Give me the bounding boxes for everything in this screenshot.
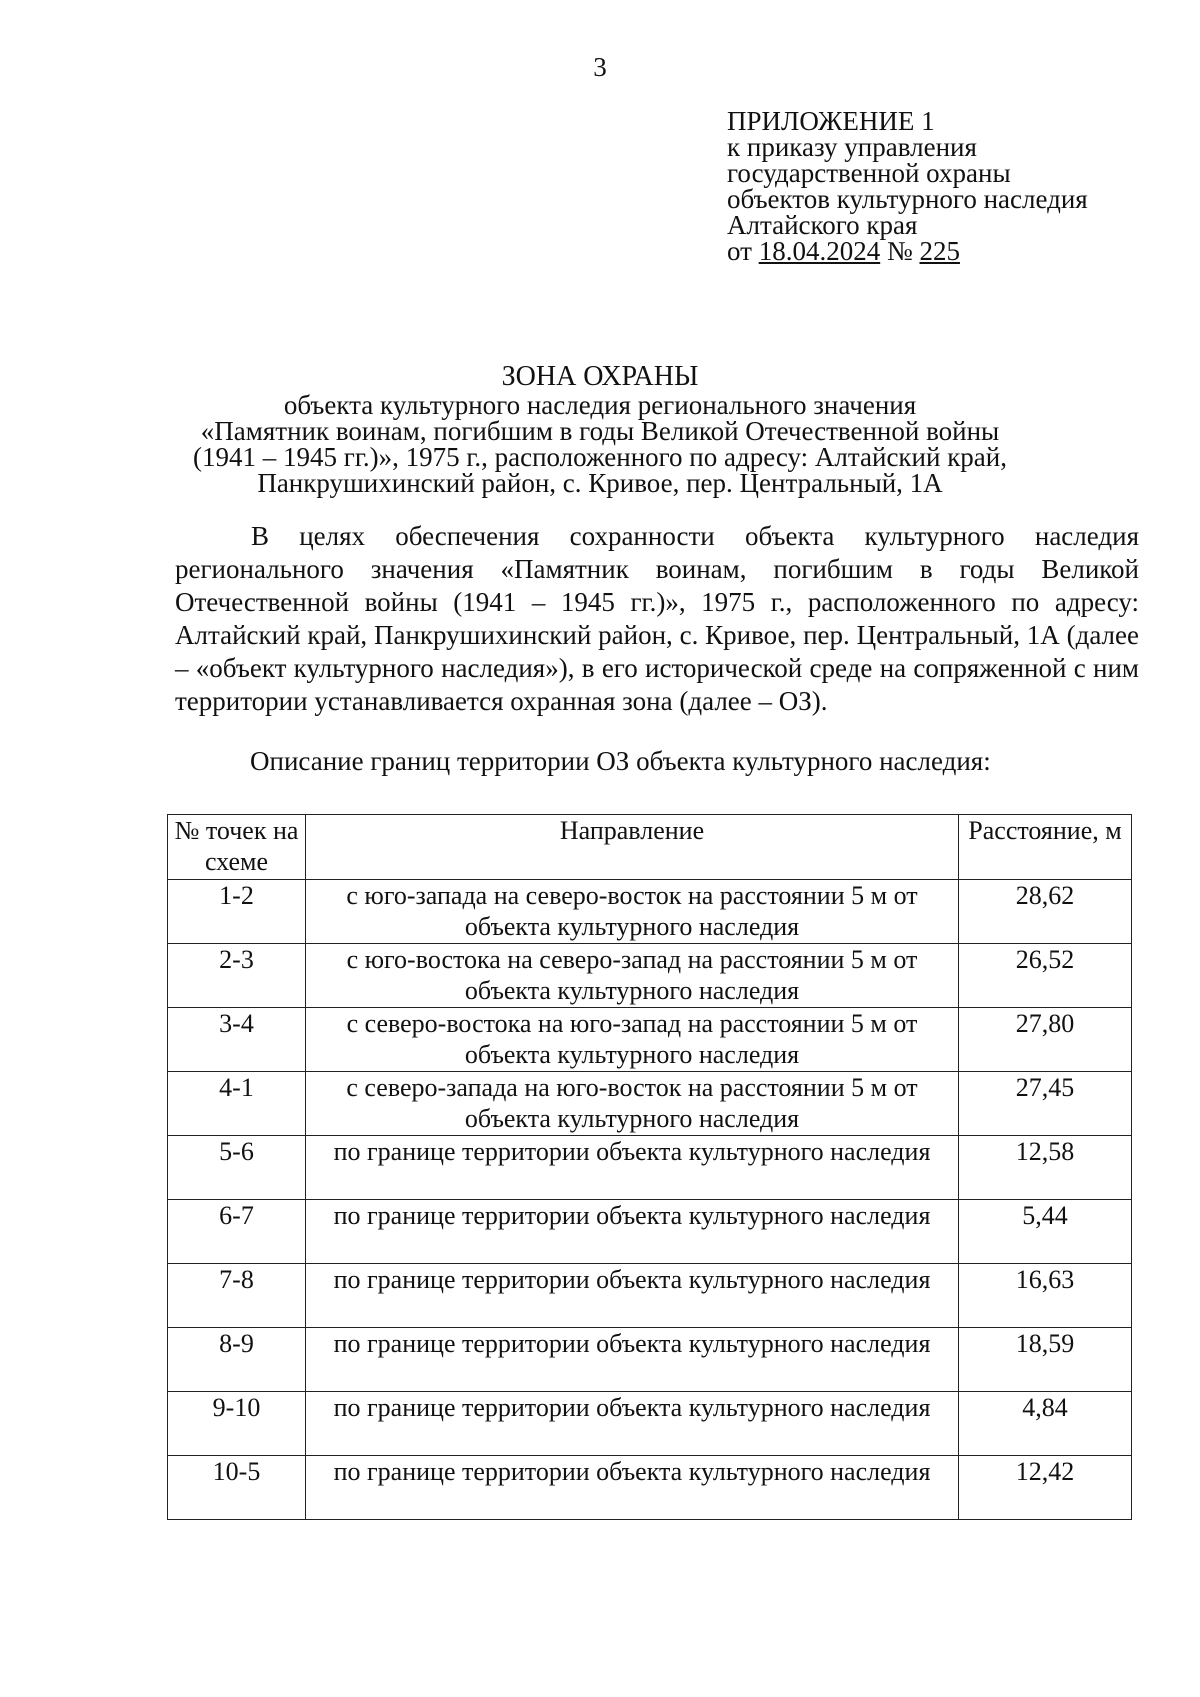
cell-points: 8-9: [168, 1328, 306, 1392]
cell-direction: по границе территории объекта культурного наследия: [306, 1264, 959, 1328]
header-distance: Расстояние, м: [959, 815, 1132, 880]
appendix-line: государственной охраны: [727, 158, 1011, 188]
cell-points: 4-1: [168, 1072, 306, 1136]
table-row: [168, 1456, 1132, 1520]
title-line: «Памятник воинам, погибшим в годы Великой Отечественной войны: [200, 416, 1000, 446]
cell-distance: 18,59: [959, 1328, 1132, 1392]
cell-direction: по границе территории объекта культурного наследия: [306, 1136, 959, 1200]
cell-distance: 12,58: [959, 1136, 1132, 1200]
cell-points: 3-4: [168, 1008, 306, 1072]
cell-distance: 5,44: [959, 1200, 1132, 1264]
date-prefix: от: [727, 236, 759, 266]
number-prefix: №: [880, 236, 920, 266]
cell-direction: с северо-запада на юго-восток на расстоянии 5 м от объекта культурного наследия: [306, 1072, 959, 1136]
title-heading: ЗОНА ОХРАНЫ: [501, 361, 699, 392]
cell-distance: 12,42: [959, 1456, 1132, 1520]
cell-points: 5-6: [168, 1136, 306, 1200]
table-row: [168, 944, 1132, 1008]
boundary-table: [167, 814, 1132, 1520]
cell-points: 10-5: [168, 1456, 306, 1520]
appendix-title: ПРИЛОЖЕНИЕ 1: [727, 106, 935, 136]
table-row: [168, 1264, 1132, 1328]
cell-distance: 4,84: [959, 1392, 1132, 1456]
page-number: 3: [593, 52, 607, 82]
table-row: [168, 1200, 1132, 1264]
cell-direction: по границе территории объекта культурного наследия: [306, 1328, 959, 1392]
table-caption: Описание границ территории ОЗ объекта культурного наследия:: [250, 746, 991, 776]
table-row: [168, 1136, 1132, 1200]
intro-paragraph: В целях обеспечения сохранности объекта культурного наследия регионального значения «Памятник воинам, погибшим в годы Великой Отечественной войны (1941 – 1945 гг.)», 1975 г., расположенного по адресу: Алтайский край, Панкрушихинский район, с. Кривое, пер. Центральный, 1А (далее – «объект культурного наследия»), в его исторической среде на сопряженной с ним территории устанавливается охранная зона (далее – ОЗ).: [175, 521, 1139, 716]
cell-direction: по границе территории объекта культурного наследия: [306, 1392, 959, 1456]
cell-points: 2-3: [168, 944, 306, 1008]
cell-direction: по границе территории объекта культурного наследия: [306, 1456, 959, 1520]
cell-distance: 26,52: [959, 944, 1132, 1008]
cell-distance: 27,80: [959, 1008, 1132, 1072]
order-number: 225: [919, 236, 960, 266]
table-row: [168, 1008, 1132, 1072]
table-row: [168, 1392, 1132, 1456]
cell-direction: с северо-востока на юго-запад на расстоянии 5 м от объекта культурного наследия: [306, 1008, 959, 1072]
cell-points: 6-7: [168, 1200, 306, 1264]
appendix-date-line: [727, 238, 1088, 264]
header-points: № точек на схеме: [168, 815, 306, 880]
table-header-row: [168, 815, 1132, 880]
order-date: 18.04.2024: [758, 236, 881, 266]
cell-distance: 16,63: [959, 1264, 1132, 1328]
appendix-header: [727, 108, 1088, 264]
cell-direction: по границе территории объекта культурного наследия: [306, 1200, 959, 1264]
cell-distance: 28,62: [959, 880, 1132, 944]
appendix-line: объектов культурного наследия: [727, 184, 1088, 214]
cell-direction: с юго-запада на северо-восток на расстоянии 5 м от объекта культурного наследия: [306, 880, 959, 944]
table-row: [168, 1328, 1132, 1392]
cell-points: 9-10: [168, 1392, 306, 1456]
title-line: объекта культурного наследия регионального значения: [283, 390, 917, 420]
title-line: Панкрушихинский район, с. Кривое, пер. Центральный, 1А: [257, 468, 943, 498]
cell-direction: с юго-востока на северо-запад на расстоянии 5 м от объекта культурного наследия: [306, 944, 959, 1008]
cell-points: 1-2: [168, 880, 306, 944]
table-row: [168, 1072, 1132, 1136]
header-direction: Направление: [306, 815, 959, 880]
table-row: [168, 880, 1132, 944]
title-line: (1941 – 1945 гг.)», 1975 г., расположенного по адресу: Алтайский край,: [193, 442, 1007, 472]
appendix-line: Алтайского края: [727, 210, 918, 240]
cell-points: 7-8: [168, 1264, 306, 1328]
cell-distance: 27,45: [959, 1072, 1132, 1136]
document-title: [0, 362, 1200, 496]
appendix-line: к приказу управления: [727, 132, 977, 162]
